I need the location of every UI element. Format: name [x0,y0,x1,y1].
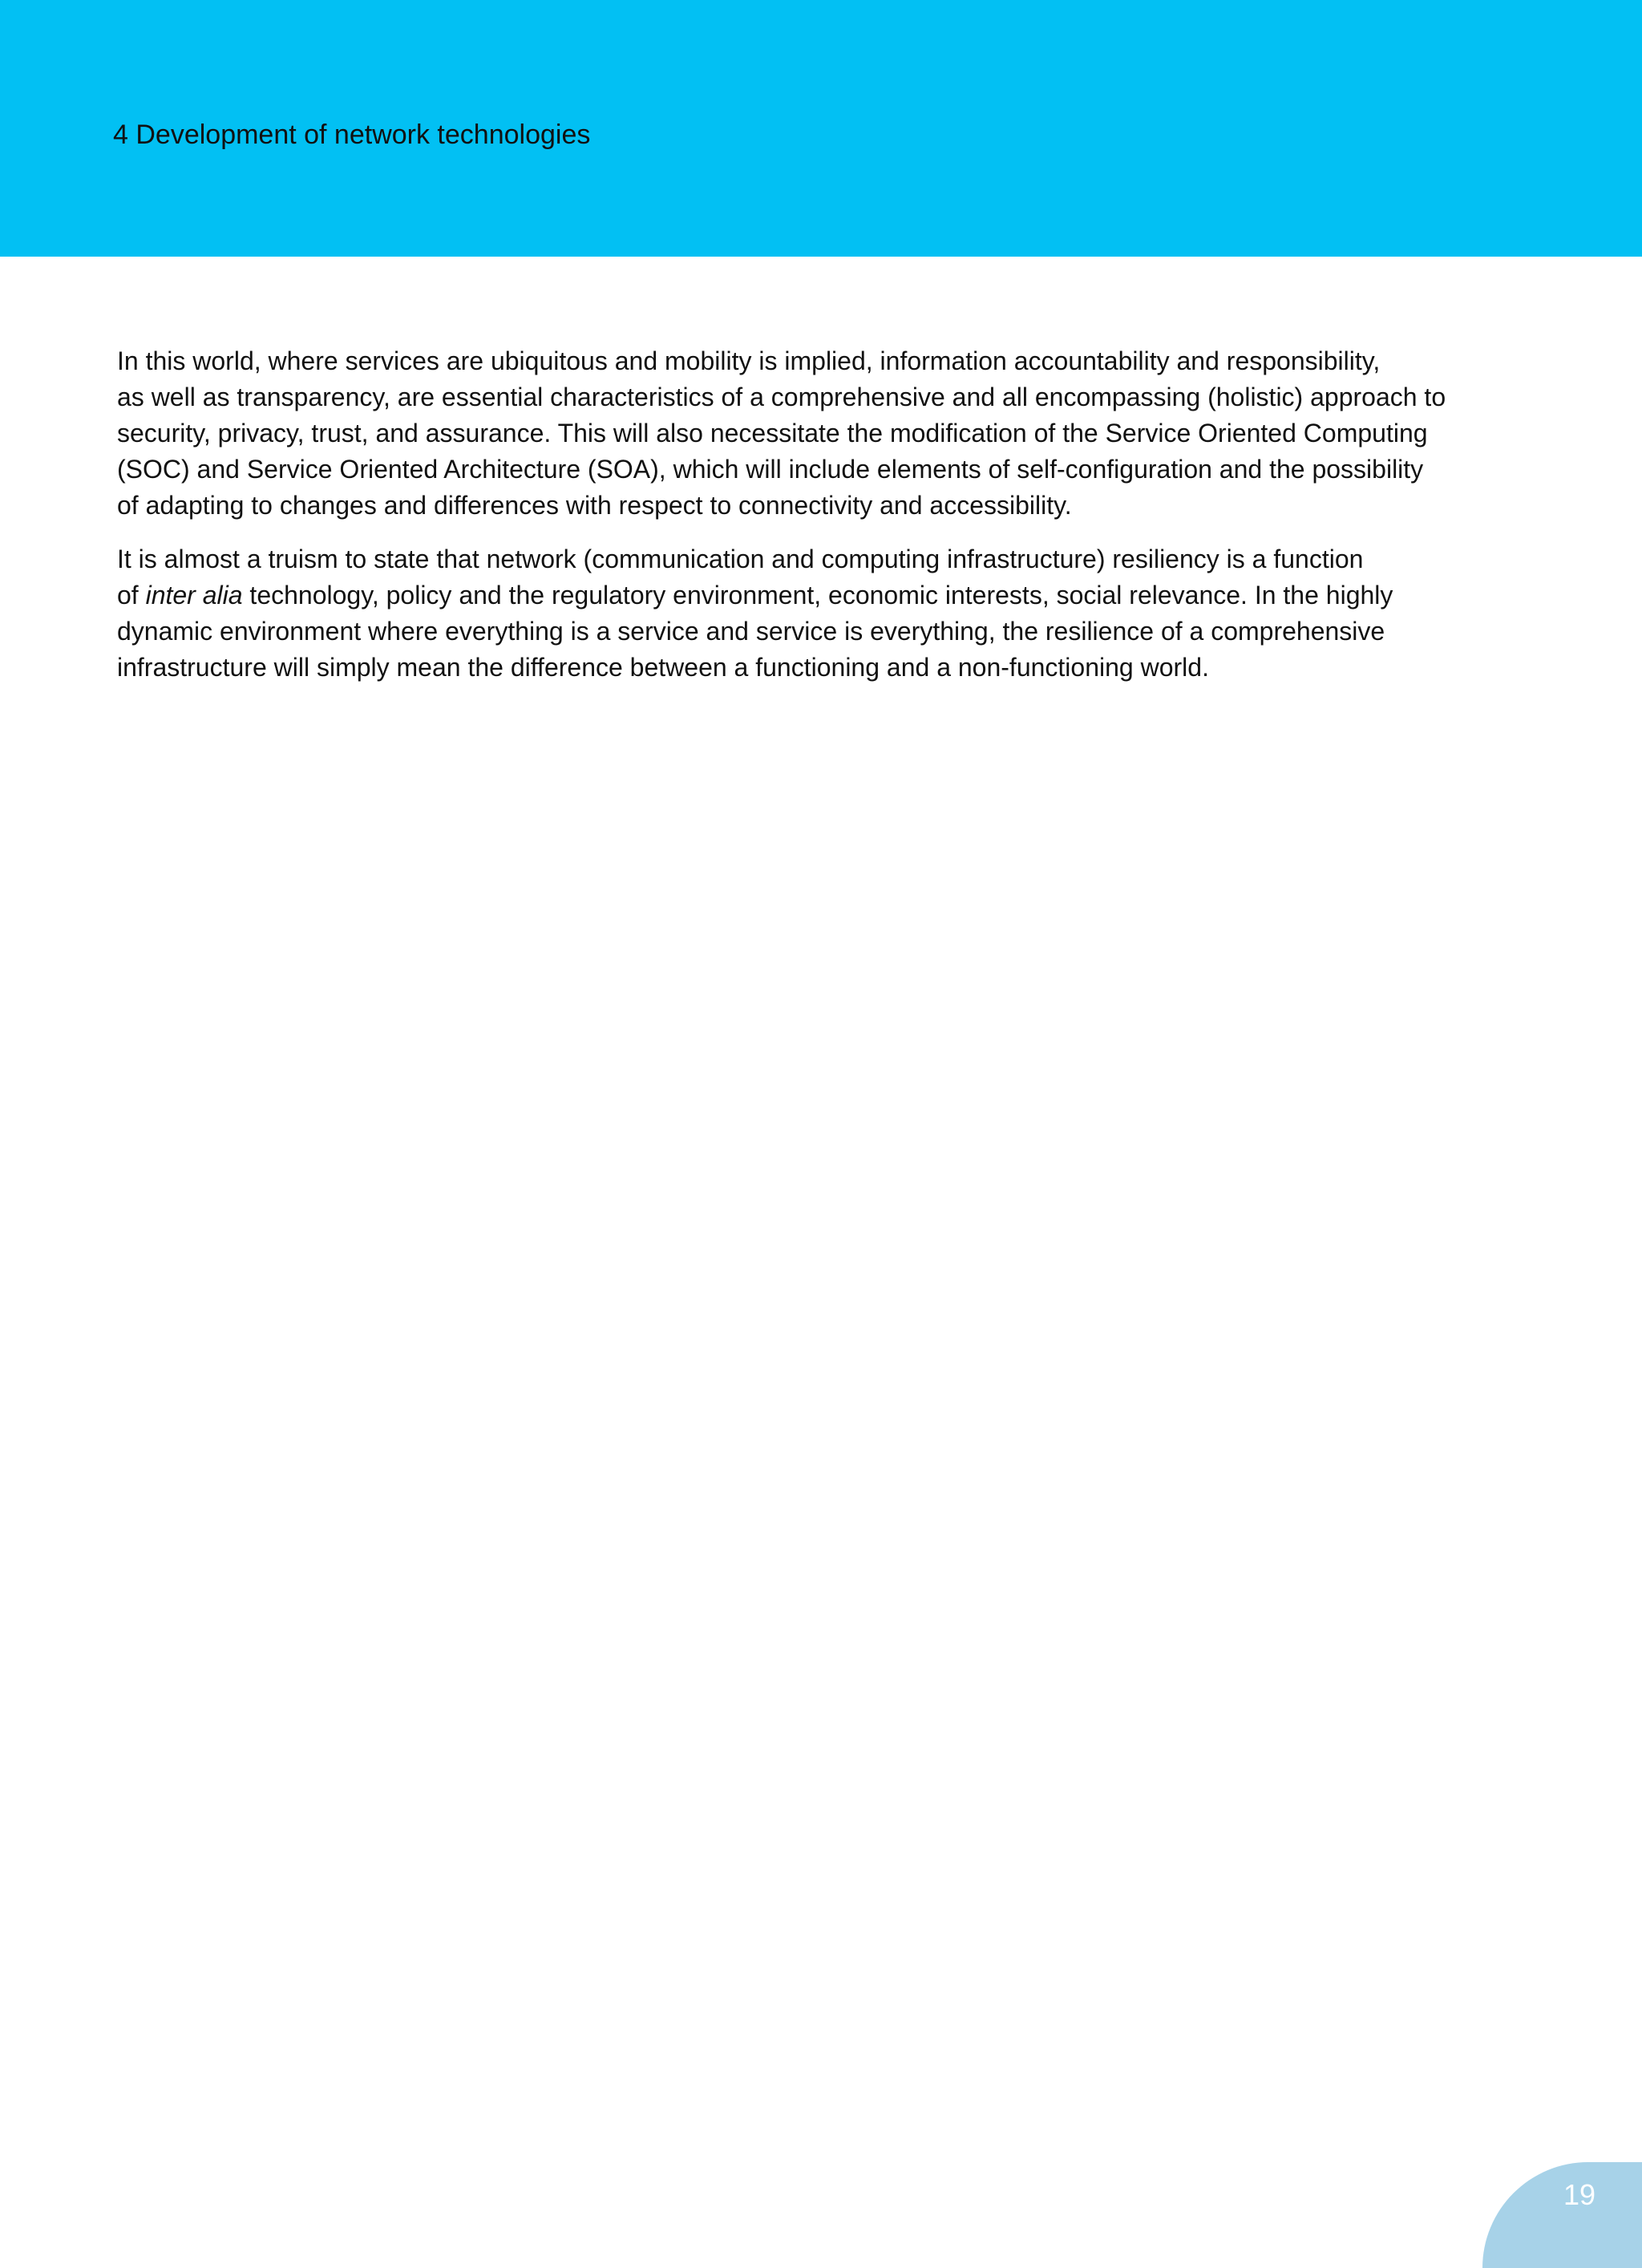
header-band [0,0,1642,257]
paragraph-2-line: infrastructure will simply mean the difference between a functioning and a non-functioning world. [117,653,1209,682]
paragraph-1-line: (SOC) and Service Oriented Architecture (SOA), which will include elements of self-configuration and the possibility [117,455,1424,484]
chapter-title: 4 Development of network technologies [113,119,591,150]
paragraph-2-italic-term: inter alia [145,581,243,610]
page-number: 19 [1563,2178,1596,2211]
paragraph-1-line: as well as transparency, are essential characteristics of a comprehensive and all encompassing (holistic) approach to [117,383,1446,411]
page-number-tab [1482,2162,1642,2268]
paragraph-2 [117,541,1448,686]
paragraph-1-line: of adapting to changes and differences with respect to connectivity and accessibility. [117,491,1072,520]
paragraph-2-text: technology, policy and the regulatory environment, economic interests, social relevance. In the highly [242,581,1393,610]
paragraph-2-line: It is almost a truism to state that network (communication and computing infrastructure) resiliency is a function [117,545,1364,573]
paragraph-1-line: In this world, where services are ubiquitous and mobility is implied, information accountability and responsibility, [117,346,1381,375]
paragraph-1 [117,343,1448,524]
paragraph-1-line: security, privacy, trust, and assurance. This will also necessitate the modification of the Service Oriented Computing [117,419,1428,448]
paragraph-2-line: dynamic environment where everything is a service and service is everything, the resilience of a comprehensive [117,617,1385,646]
paragraph-2-line [117,577,1448,614]
main-content [117,343,1448,703]
paragraph-2-text: of [117,581,146,610]
